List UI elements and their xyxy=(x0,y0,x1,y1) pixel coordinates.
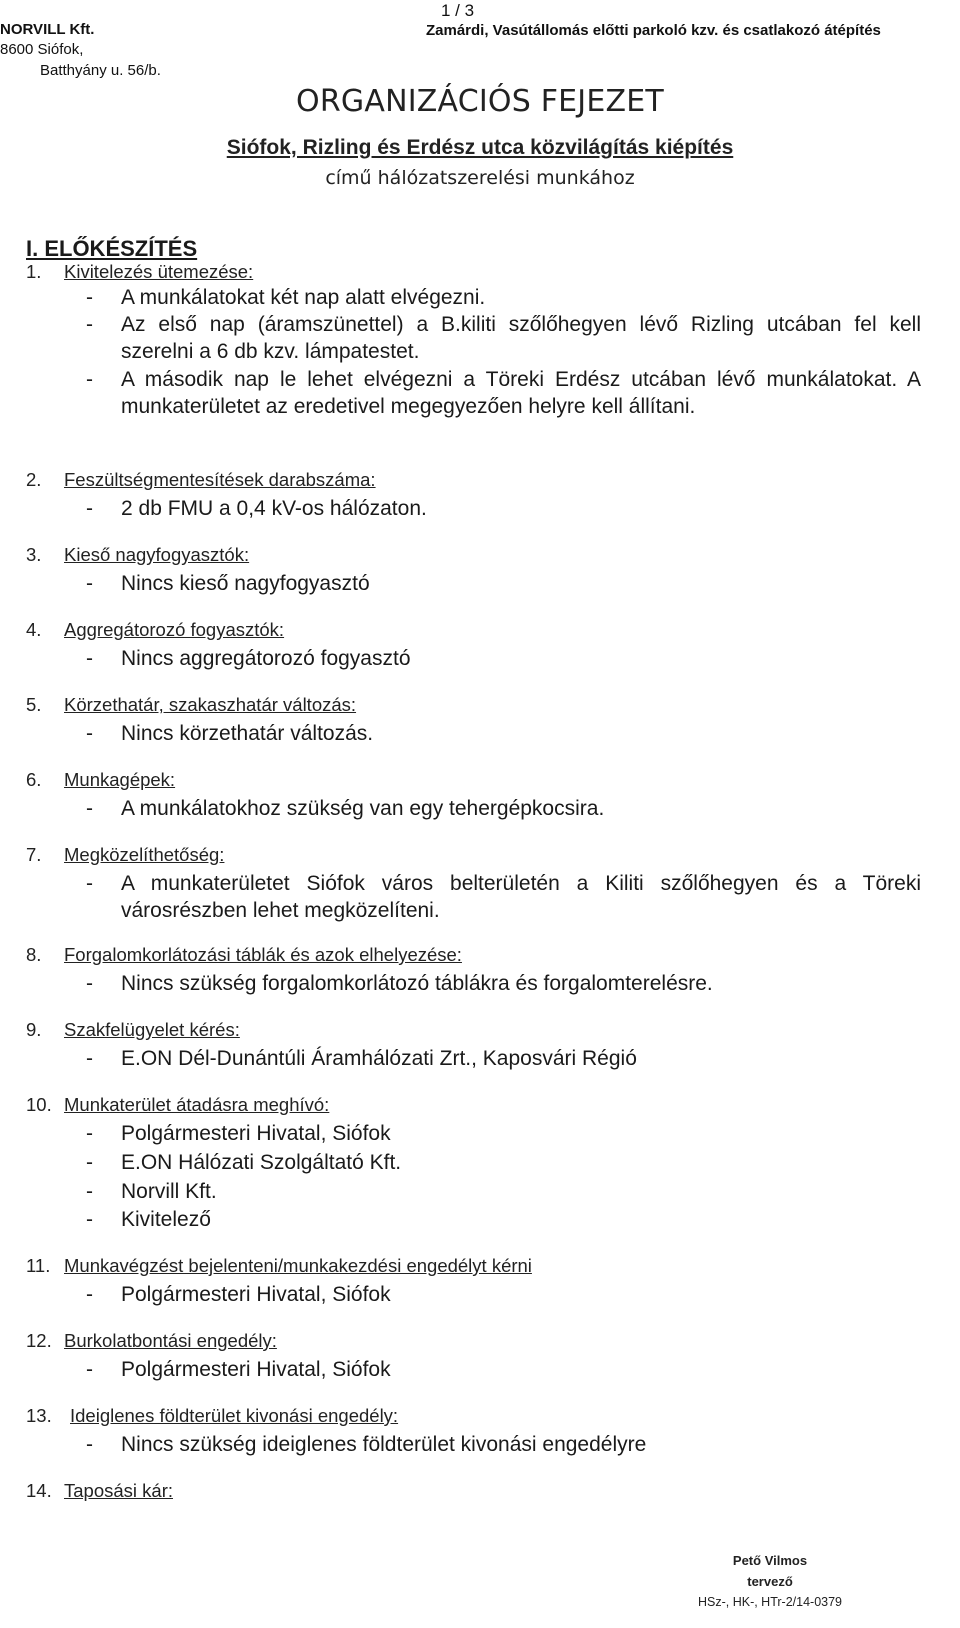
company-city: 8600 Siófok, xyxy=(0,41,84,58)
bullet-text: E.ON Dél-Dunántúli Áramhálózati Zrt., Kaposvári Régió xyxy=(121,1047,637,1070)
item-number: 7. xyxy=(26,844,42,865)
item-number: 9. xyxy=(26,1019,42,1040)
project-name: Zamárdi, Vasútállomás előtti parkoló kzv. és csatlakozó átépítés xyxy=(426,22,881,39)
item-number: 8. xyxy=(26,944,42,965)
page-number: 1 / 3 xyxy=(441,1,475,20)
bullet-item: - A második nap le lehet elvégezni a Töreki Erdész utcában lévő munkálatokat. A munkaterületet az eredetivel megegyezően helyre kell állítani. xyxy=(86,368,921,418)
item-number: 1. xyxy=(26,261,42,282)
item-number: 14. xyxy=(26,1480,52,1501)
item-label: Burkolatbontási engedély: xyxy=(64,1330,277,1351)
item-title xyxy=(26,1094,329,1116)
item-label: Megközelíthetőség: xyxy=(64,844,225,865)
document-subtitle: című hálózatszerelési munkához xyxy=(325,167,635,189)
item-label: Feszültségmentesítések darabszáma: xyxy=(64,469,376,490)
section-heading: I. ELŐKÉSZÍTÉS xyxy=(26,236,198,261)
bullet-text: Nincs aggregátorozó fogyasztó xyxy=(121,647,411,670)
bullet-text: Norvill Kft. xyxy=(121,1180,217,1203)
item-title xyxy=(26,1019,240,1041)
item-title xyxy=(26,844,224,866)
bullet-text: 2 db FMU a 0,4 kV-os hálózaton. xyxy=(121,497,427,520)
item-title xyxy=(26,944,462,966)
item-label: Ideiglenes földterület kivonási engedély: xyxy=(70,1405,399,1426)
company-address: Batthyány u. 56/b. xyxy=(40,62,161,79)
item-number: 2. xyxy=(26,469,42,490)
bullet-text: A munkálatokat két nap alatt elvégezni. xyxy=(121,286,486,309)
footer-license: HSz-, HK-, HTr-2/14-0379 xyxy=(697,1595,843,1609)
item-label: Kivitelezés ütemezése: xyxy=(64,261,254,282)
item-number: 6. xyxy=(26,769,42,790)
bullet-text: Polgármesteri Hivatal, Siófok xyxy=(121,1283,391,1306)
item-number: 12. xyxy=(26,1330,52,1351)
bullet-text: Nincs kieső nagyfogyasztó xyxy=(121,572,370,595)
document-subject: Siófok, Rizling és Erdész utca közvilágítás kiépítés xyxy=(226,136,734,159)
item-title xyxy=(26,769,175,791)
item-label: Forgalomkorlátozási táblák és azok elhelyezése: xyxy=(64,944,462,965)
bullet-text: A munkaterületet Siófok város belterületén a Kiliti szőlőhegyen és a Töreki városrészben lehet megközelíteni. xyxy=(121,872,921,922)
item-label: Munkagépek: xyxy=(64,769,176,790)
item-title xyxy=(26,619,284,641)
item-title xyxy=(26,469,376,491)
bullet-item: - A munkaterületet Siófok város belterületén a Kiliti szőlőhegyen és a Töreki városrészben lehet megközelíteni. xyxy=(86,872,921,922)
footer-role: tervező xyxy=(747,1574,793,1589)
item-label: Munkaterület átadásra meghívó: xyxy=(64,1094,330,1115)
bullet-item: - Az első nap (áramszünettel) a B.kiliti szőlőhegyen lévő Rizling utcában fel kell szerelni a 6 db kzv. lámpatestet. xyxy=(86,313,921,363)
bullet-text: Nincs szükség ideiglenes földterület kivonási engedélyre xyxy=(121,1433,647,1456)
item-label: Taposási kár: xyxy=(64,1480,173,1501)
item-label: Kieső nagyfogyasztók: xyxy=(64,544,250,565)
footer-name: Pető Vilmos xyxy=(732,1553,808,1568)
item-number: 4. xyxy=(26,619,42,640)
item-number: 13. xyxy=(26,1405,52,1426)
bullet-text: A munkálatokhoz szükség van egy tehergépkocsira. xyxy=(121,797,605,820)
item-number: 11. xyxy=(26,1255,51,1276)
bullet-text: Nincs körzethatár változás. xyxy=(121,722,374,745)
bullet-text: Kivitelező xyxy=(121,1208,211,1231)
item-title xyxy=(26,1405,398,1427)
bullet-text: Polgármesteri Hivatal, Siófok xyxy=(121,1122,391,1145)
item-title xyxy=(26,1255,532,1277)
company-name: NORVILL Kft. xyxy=(0,21,95,38)
item-title xyxy=(26,1480,173,1502)
item-number: 5. xyxy=(26,694,42,715)
bullet-text: Polgármesteri Hivatal, Siófok xyxy=(121,1358,391,1381)
item-number: 10. xyxy=(26,1094,52,1115)
item-title xyxy=(26,261,253,283)
item-title xyxy=(26,1330,277,1352)
item-label: Körzethatár, szakaszhatár változás: xyxy=(64,694,357,715)
document-title: ORGANIZÁCIÓS FEJEZET xyxy=(296,84,664,119)
item-number: 3. xyxy=(26,544,42,565)
item-label: Szakfelügyelet kérés: xyxy=(64,1019,240,1040)
footer-signature xyxy=(680,1550,860,1613)
item-title xyxy=(26,694,356,716)
item-label: Munkavégzést bejelenteni/munkakezdési engedélyt kérni xyxy=(64,1255,532,1276)
bullet-text: Nincs szükség forgalomkorlátozó táblákra és forgalomterelésre. xyxy=(121,972,713,995)
item-label: Aggregátorozó fogyasztók: xyxy=(64,619,285,640)
bullet-text: E.ON Hálózati Szolgáltató Kft. xyxy=(121,1151,402,1174)
bullet-text: A második nap le lehet elvégezni a Töreki Erdész utcában lévő munkálatokat. A munkaterületet az eredetivel megegyezően helyre kell állítani. xyxy=(121,368,921,418)
bullet-text: Az első nap (áramszünettel) a B.kiliti szőlőhegyen lévő Rizling utcában fel kell szerelni a 6 db kzv. lámpatestet. xyxy=(121,313,921,363)
item-title xyxy=(26,544,249,566)
